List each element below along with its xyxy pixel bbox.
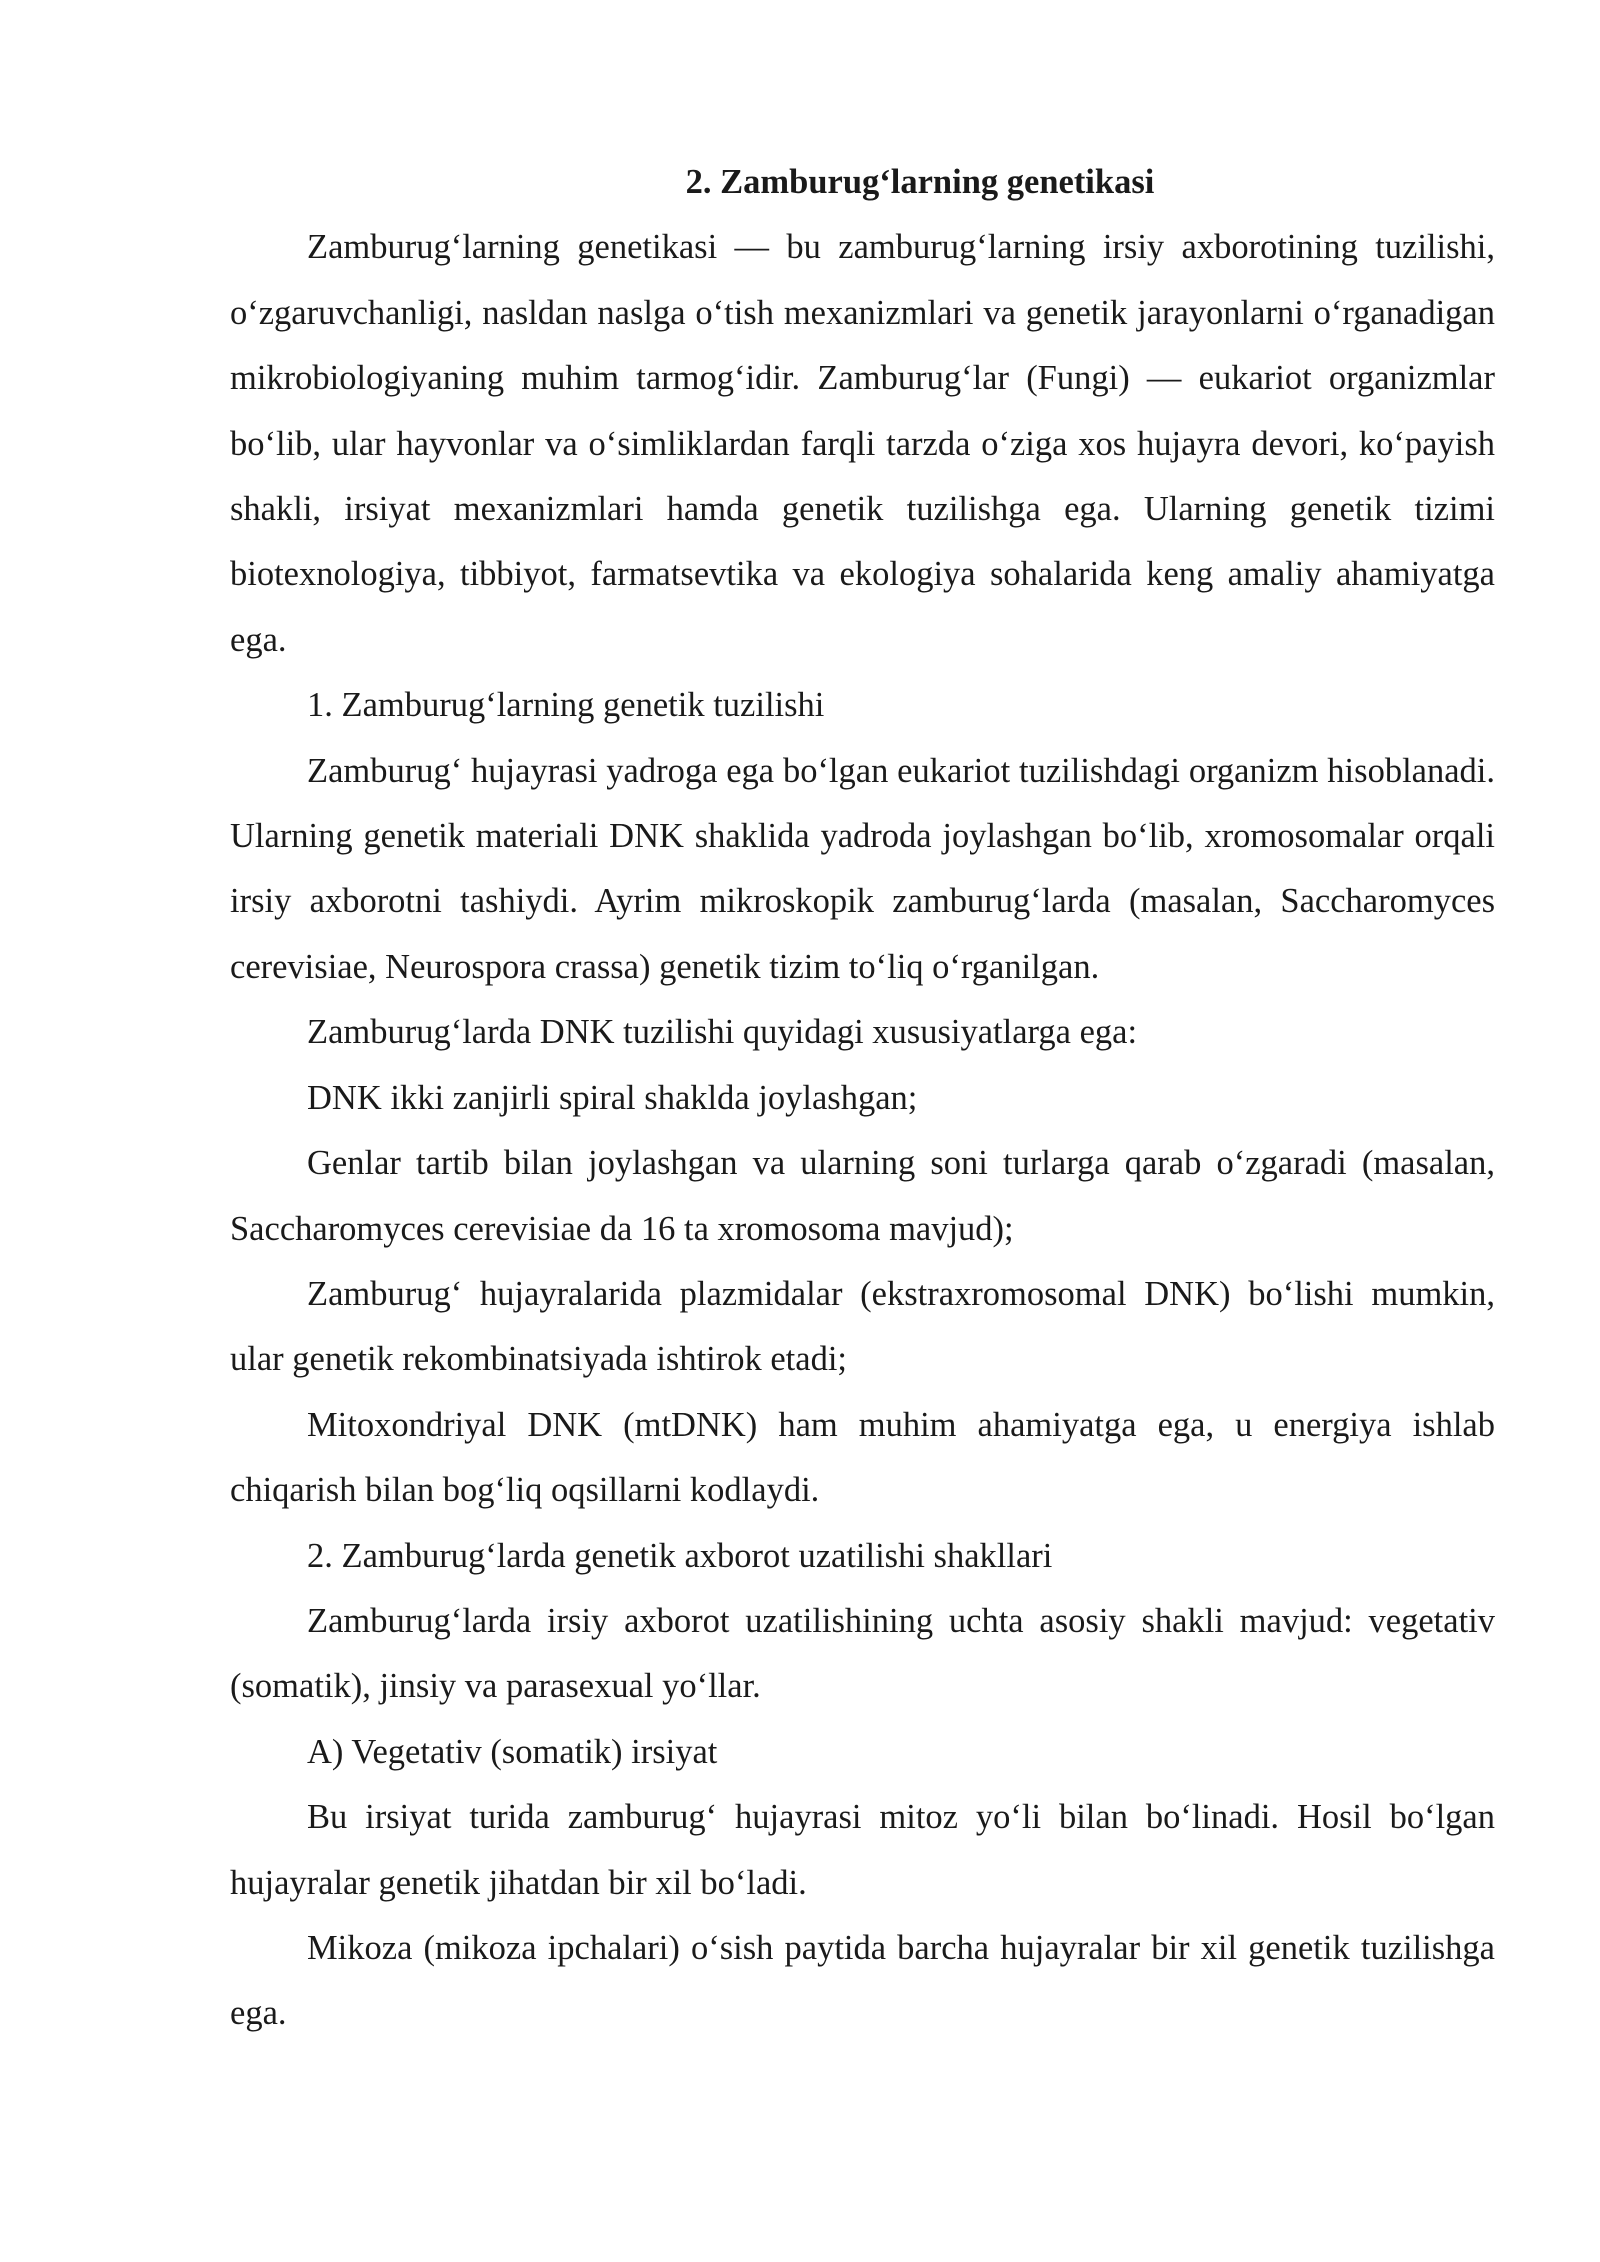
paragraph-mycelium: Mikoza (mikoza ipchalari) o‘sish paytida barcha hujayralar bir xil genetik tuzilishga ega. [230,1928,1495,2033]
paragraph-plasmids: Zamburug‘ hujayralarida plazmidalar (ekstraxromosomal DNK) bo‘lishi mumkin, ular genetik rekombinatsiyada ishtirok etadi; [230,1274,1495,1379]
subsection-title-transmission-forms: 2. Zamburug‘larda genetik axborot uzatilishi shakllari [307,1536,1053,1575]
paragraph-mitochondrial-dna: Mitoxondriyal DNK (mtDNK) ham muhim ahamiyatga ega, u energiya ishlab chiqarish bilan bog‘liq oqsillarni kodlaydi. [230,1405,1495,1510]
paragraph-dna-features-intro: Zamburug‘larda DNK tuzilishi quyidagi xususiyatlarga ega: [307,1013,1138,1052]
paragraph-cell-nucleus: Zamburug‘ hujayrasi yadroga ega bo‘lgan eukariot tuzilishdagi organizm hisoblanadi. Ularning genetik materiali DNK shaklida yadroda joylashgan bo‘lib, xromosomalar orqali irsiy axborotni tashiydi. Ayrim mikroskopik zamburug‘larda (masalan, Saccharomyces cerevisiae, Neurospora crassa) genetik tizim to‘liq o‘rganilgan. [230,751,1495,986]
subsection-title-genetic-structure: 1. Zamburug‘larning genetik tuzilishi [307,686,825,725]
intro-paragraph: Zamburug‘larning genetikasi — bu zamburug‘larning irsiy axborotining tuzilishi, o‘zgaruvchanligi, nasldan naslga o‘tish mexanizmlari va genetik jarayonlarni o‘rganadigan mikrobiologiyaning muhim tarmog‘idir. Zamburug‘lar (Fungi) — eukariot organizmlar bo‘lib, ular hayvonlar va o‘simliklardan farqli tarzda o‘ziga xos hujayra devori, ko‘payish shakli, irsiyat mexanizmlari hamda genetik tuzilishga ega. Ularning genetik tizimi biotexnologiya, tibbiyot, farmatsevtika va ekologiya sohalarida keng amaliy ahamiyatga ega. [230,228,1495,659]
paragraph-three-forms: Zamburug‘larda irsiy axborot uzatilishining uchta asosiy shakli mavjud: vegetativ (somatik), jinsiy va parasexual yo‘llar. [230,1601,1495,1706]
section-heading: 2. Zamburug‘larning genetikasi [685,163,1155,201]
paragraph-genes-order: Genlar tartib bilan joylashgan va ularning soni turlarga qarab o‘zgaradi (masalan, Saccharomyces cerevisiae da 16 ta xromosoma mavjud); [230,1144,1495,1248]
document-body [230,150,1495,2047]
paragraph-dna-double-helix: DNK ikki zanjirli spiral shaklda joylashgan; [307,1078,918,1117]
subsection-title-vegetative: A) Vegetativ (somatik) irsiyat [307,1732,718,1771]
paragraph-mitosis: Bu irsiyat turida zamburug‘ hujayrasi mitoz yo‘li bilan bo‘linadi. Hosil bo‘lgan hujayralar genetik jihatdan bir xil bo‘ladi. [230,1798,1495,1902]
